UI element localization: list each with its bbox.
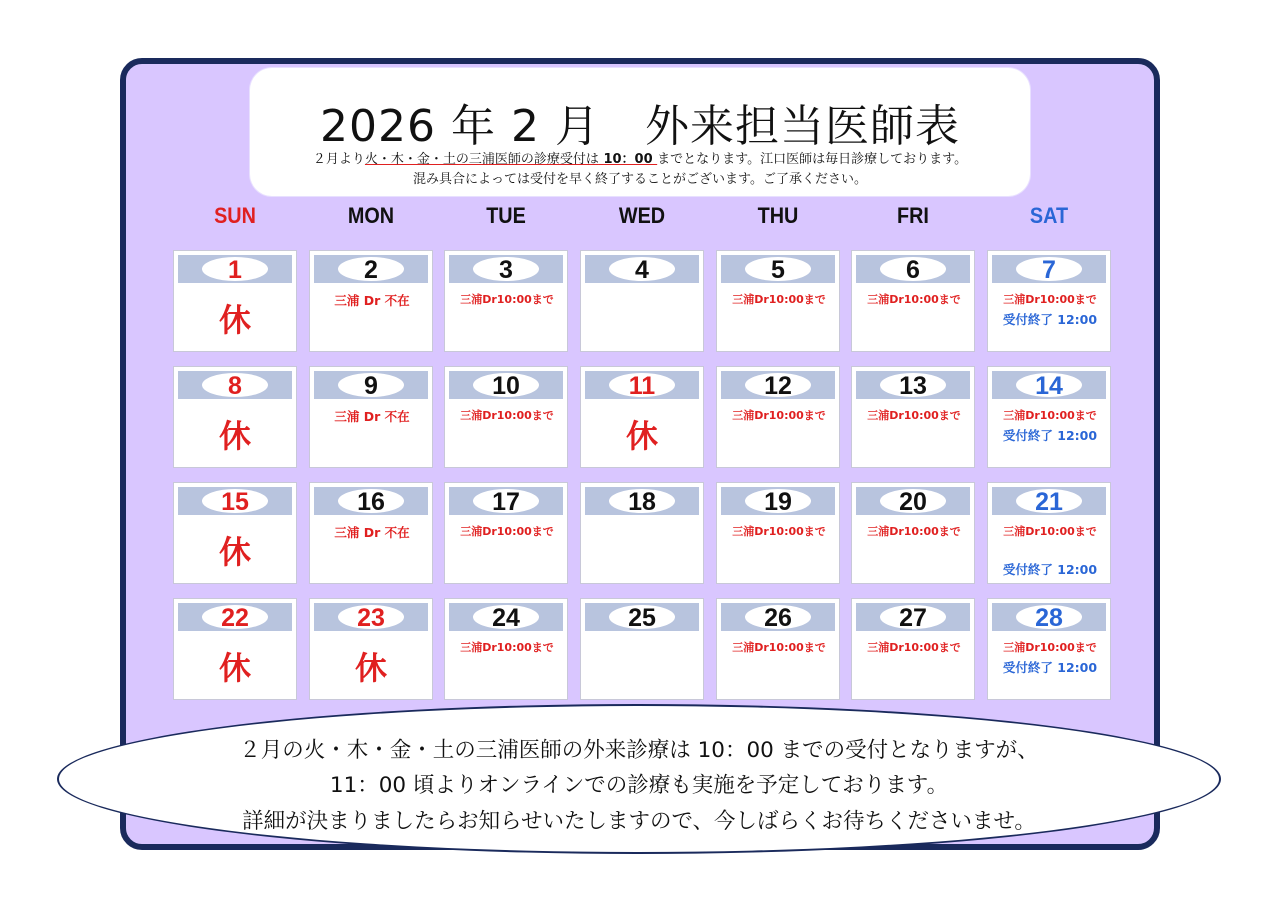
day-number: 28: [1035, 604, 1063, 632]
notice-line-2: 11：00 頃よりオンラインでの診療も実施を予定しております。: [329, 773, 949, 798]
doctor-note: 三浦Dr10:00まで: [732, 409, 826, 422]
day-number: 12: [764, 372, 792, 400]
subtitle-post: までとなります。江口医師は毎日診療しております。: [657, 152, 968, 167]
calendar-cell: [851, 482, 975, 584]
calendar-cell: [580, 482, 704, 584]
calendar-cell: [173, 482, 297, 584]
calendar-cell: [309, 598, 433, 700]
day-header: [178, 603, 292, 631]
notice-line-3: 詳細が決まりましたらお知らせいたしますので、今しばらくお待ちくださいませ。: [242, 809, 1036, 834]
closed-label: 休: [218, 301, 251, 339]
day-number: 1: [228, 256, 242, 284]
calendar-cell: [987, 598, 1111, 700]
day-header: [178, 255, 292, 283]
day-header: [314, 255, 428, 283]
day-header: [992, 371, 1106, 399]
calendar-cell: [580, 598, 704, 700]
day-number: 19: [764, 488, 792, 516]
day-number: 25: [628, 604, 656, 632]
calendar-cell: [851, 366, 975, 468]
day-header: [314, 603, 428, 631]
subtitle-line-1: [250, 148, 1030, 167]
doctor-note: 三浦Dr10:00まで: [460, 641, 554, 654]
calendar-cell: [987, 366, 1111, 468]
calendar-cell: [444, 598, 568, 700]
day-number: 23: [357, 604, 385, 632]
subtitle-underlined: 火・木・金・土の三浦医師の診療受付は: [364, 152, 599, 167]
day-header: [856, 487, 970, 515]
day-number: 26: [764, 604, 792, 632]
day-number: 14: [1035, 372, 1063, 400]
day-header: [314, 371, 428, 399]
day-number: 24: [492, 604, 520, 632]
calendar-cell: [716, 482, 840, 584]
day-header: [585, 371, 699, 399]
day-header: [992, 487, 1106, 515]
day-number: 9: [364, 372, 378, 400]
day-number: 17: [492, 488, 520, 516]
day-number: 15: [221, 488, 249, 516]
calendar-cell: [580, 366, 704, 468]
day-header: [992, 255, 1106, 283]
calendar-cell: [173, 250, 297, 352]
calendar-cell: [580, 250, 704, 352]
day-header: [449, 255, 563, 283]
doctor-note: 三浦 Dr 不在: [334, 409, 410, 424]
calendar-cell: [173, 366, 297, 468]
doctor-note: 三浦Dr10:00まで: [1003, 641, 1097, 654]
day-number: 5: [771, 256, 785, 284]
calendar-cell: [716, 366, 840, 468]
day-number: 11: [628, 372, 656, 400]
day-number: 4: [635, 256, 649, 284]
day-number: 18: [628, 488, 656, 516]
day-number: 27: [899, 604, 927, 632]
weekday-sun: SUN: [214, 203, 256, 228]
calendar-cell: [851, 250, 975, 352]
day-header: [856, 255, 970, 283]
closed-label: 休: [354, 649, 387, 687]
page-title: 2026 年 2 月 外来担当医師表: [320, 101, 960, 152]
closed-label: 休: [218, 649, 251, 687]
day-header: [721, 487, 835, 515]
day-number: 21: [1035, 488, 1063, 516]
reception-end-note: 受付終了 12:00: [1002, 312, 1098, 327]
day-header: [314, 487, 428, 515]
doctor-note: 三浦Dr10:00まで: [867, 409, 961, 422]
doctor-note: 三浦Dr10:00まで: [732, 293, 826, 306]
subtitle-time: 10：00: [598, 152, 658, 167]
doctor-note: 三浦Dr10:00まで: [867, 641, 961, 654]
subtitle-line-2: 混み具合によっては受付を早く終了することがございます。ご了承ください。: [413, 172, 867, 187]
doctor-note: 三浦Dr10:00まで: [1003, 293, 1097, 306]
doctor-note: 三浦Dr10:00まで: [732, 525, 826, 538]
title-box: [250, 68, 1030, 196]
day-number: 2: [364, 256, 378, 284]
calendar-cell: [444, 482, 568, 584]
calendar-cell: [716, 598, 840, 700]
day-header: [721, 371, 835, 399]
notice-line-1: ２月の火・木・金・土の三浦医師の外来診療は 10：00 までの受付となりますが、: [239, 738, 1039, 763]
day-header: [585, 487, 699, 515]
closed-label: 休: [218, 533, 251, 571]
doctor-note: 三浦 Dr 不在: [334, 293, 410, 308]
subtitle-pre: ２月より: [312, 152, 365, 167]
doctor-note: 三浦Dr10:00まで: [867, 525, 961, 538]
doctor-note: 三浦 Dr 不在: [334, 525, 410, 540]
weekday-fri: FRI: [897, 203, 929, 228]
calendar-cell: [309, 366, 433, 468]
closed-label: 休: [625, 417, 658, 455]
closed-label: 休: [218, 417, 251, 455]
day-header: [856, 603, 970, 631]
day-number: 8: [228, 372, 242, 400]
calendar-cell: [716, 250, 840, 352]
day-header: [449, 371, 563, 399]
day-number: 7: [1042, 256, 1056, 284]
day-header: [721, 255, 835, 283]
day-header: [585, 255, 699, 283]
day-number: 3: [499, 256, 513, 284]
calendar-cell: [444, 250, 568, 352]
calendar-cell: [987, 482, 1111, 584]
day-number: 6: [906, 256, 920, 284]
reception-end-note: 受付終了 12:00: [1002, 428, 1098, 443]
doctor-note: 三浦Dr10:00まで: [460, 525, 554, 538]
calendar-cell: [851, 598, 975, 700]
day-header: [178, 371, 292, 399]
doctor-note: 三浦Dr10:00まで: [460, 409, 554, 422]
reception-end-note: 受付終了 12:00: [1002, 562, 1098, 577]
calendar-cell: [309, 250, 433, 352]
day-header: [449, 487, 563, 515]
doctor-note: 三浦Dr10:00まで: [1003, 525, 1097, 538]
day-header: [449, 603, 563, 631]
day-header: [585, 603, 699, 631]
day-number: 22: [221, 604, 249, 632]
day-header: [856, 371, 970, 399]
calendar-cell: [309, 482, 433, 584]
day-number: 10: [492, 372, 520, 400]
weekday-thu: THU: [757, 203, 799, 228]
weekday-tue: TUE: [486, 203, 526, 228]
weekday-wed: WED: [618, 203, 666, 228]
reception-end-note: 受付終了 12:00: [1002, 660, 1098, 675]
doctor-note: 三浦Dr10:00まで: [1003, 409, 1097, 422]
day-header: [178, 487, 292, 515]
weekday-mon: MON: [347, 203, 395, 228]
calendar-cell: [173, 598, 297, 700]
day-header: [721, 603, 835, 631]
day-header: [992, 603, 1106, 631]
calendar-cell: [444, 366, 568, 468]
doctor-note: 三浦Dr10:00まで: [732, 641, 826, 654]
day-number: 13: [899, 372, 927, 400]
doctor-note: 三浦Dr10:00まで: [460, 293, 554, 306]
day-number: 20: [899, 488, 927, 516]
day-number: 16: [357, 488, 385, 516]
doctor-note: 三浦Dr10:00まで: [867, 293, 961, 306]
weekday-sat: SAT: [1029, 203, 1069, 228]
calendar-cell: [987, 250, 1111, 352]
